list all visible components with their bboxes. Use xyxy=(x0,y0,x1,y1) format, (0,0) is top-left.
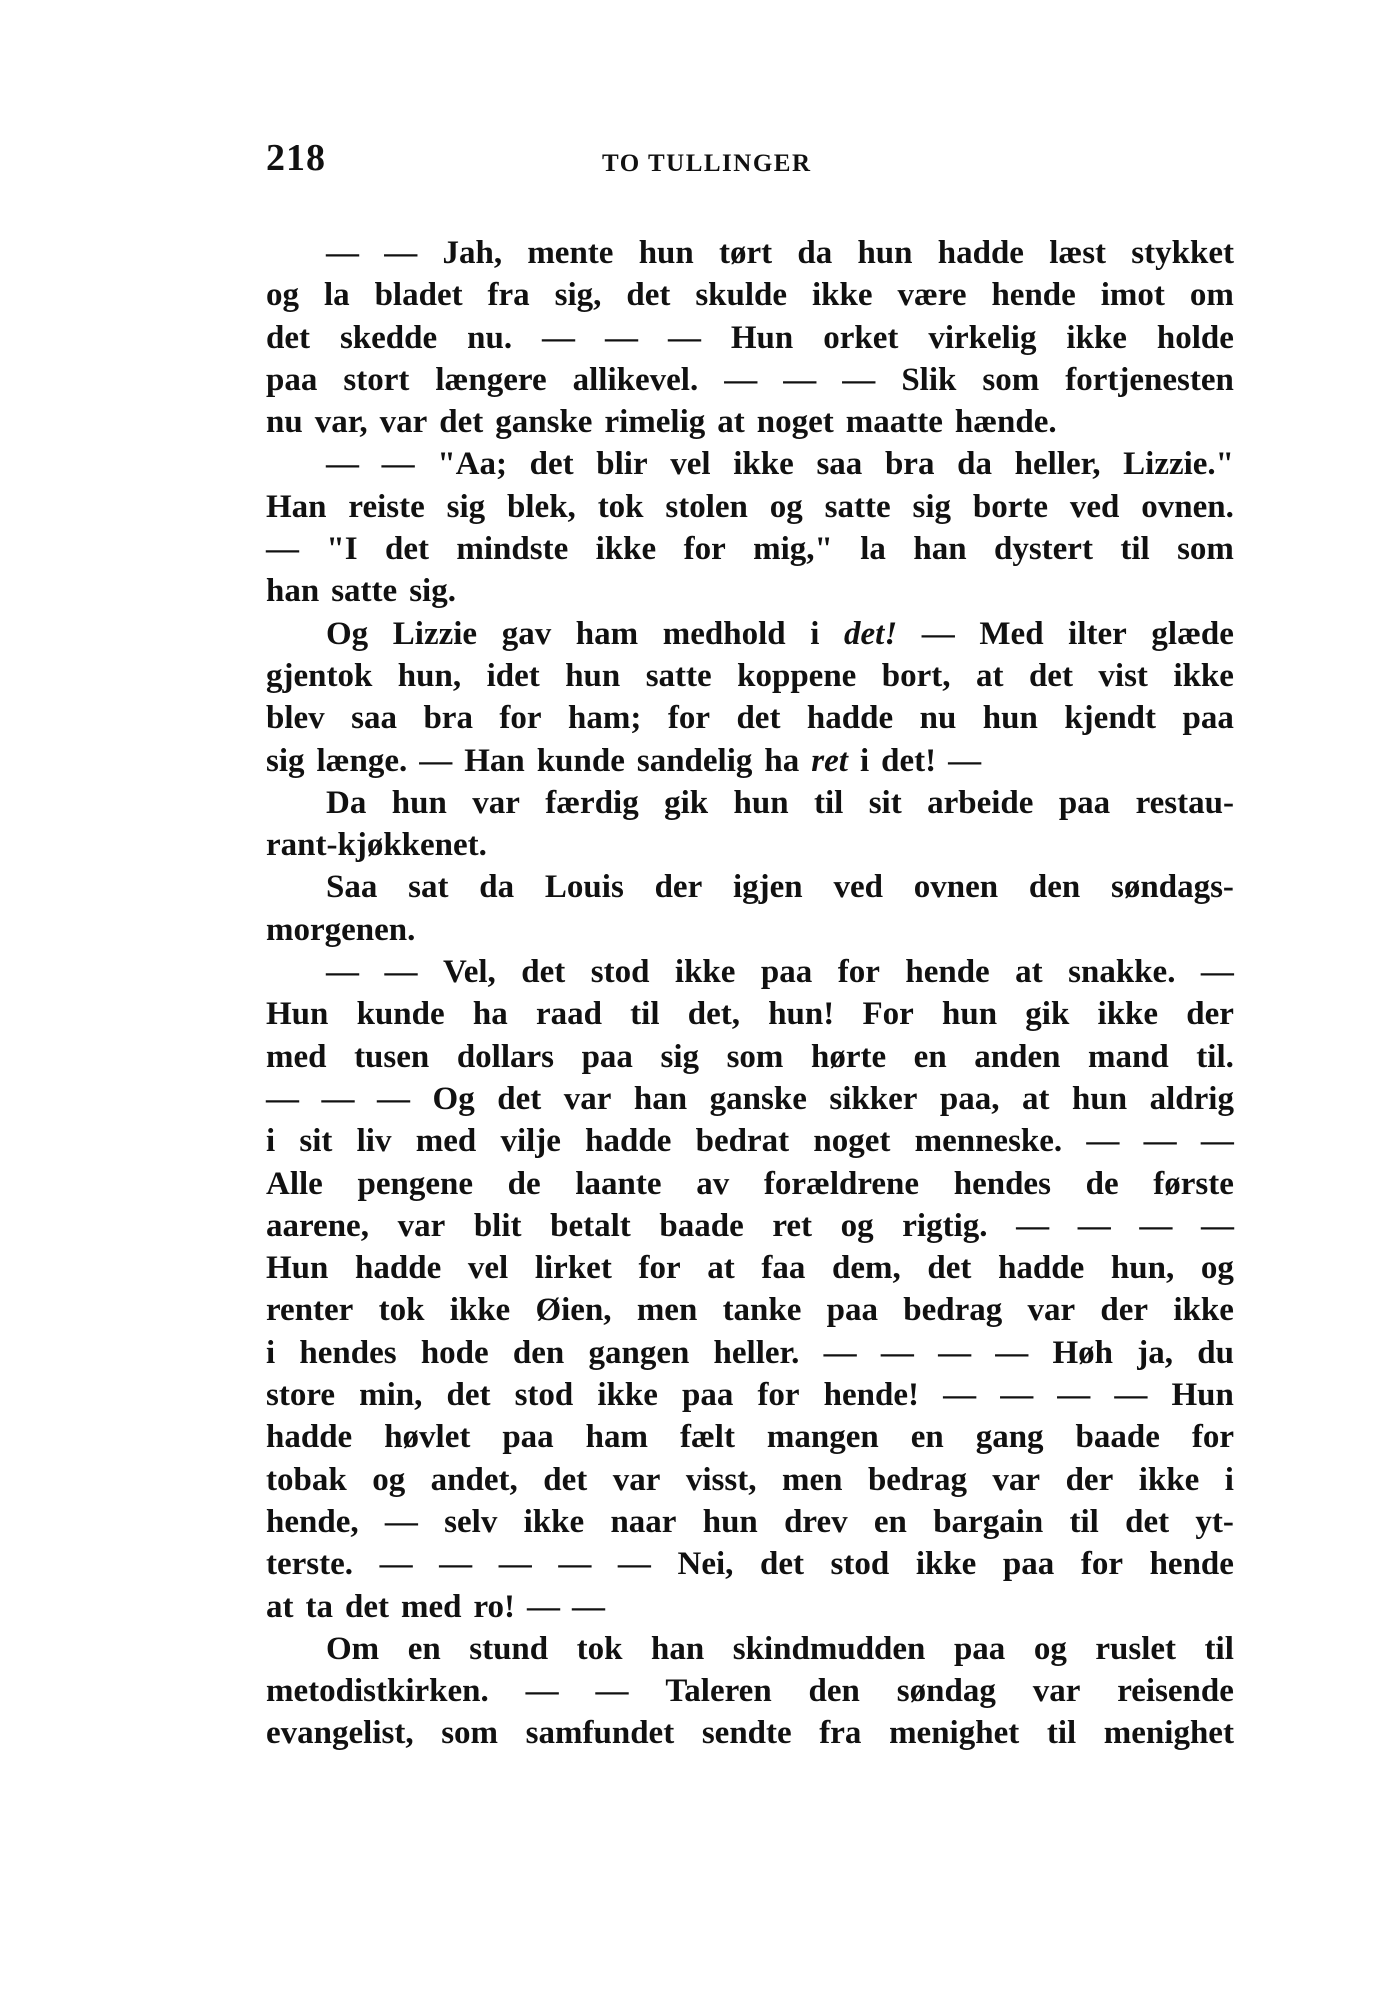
text-line: — — Vel, det stod ikke paa for hende at snakke. — xyxy=(326,954,1234,991)
text-line: sig længe. — Han kunde sandelig ha ret i det! — xyxy=(266,742,982,779)
text-line: aarene, var blit betalt baade ret og rigtig. — — — — xyxy=(266,1207,1234,1244)
text-line: Hun kunde ha raad til det, hun! For hun gik ikke der xyxy=(266,996,1234,1033)
text-line: han satte sig. xyxy=(266,573,456,610)
text-line: renter tok ikke Øien, men tanke paa bedrag var der ikke xyxy=(266,1292,1234,1329)
text-line: og la bladet fra sig, det skulde ikke være hende imot om xyxy=(266,277,1234,314)
text-line: i sit liv med vilje hadde bedrat noget menneske. — — — xyxy=(266,1123,1234,1160)
text-line: hadde høvlet paa ham fælt mangen en gang baade for xyxy=(266,1419,1234,1456)
text-line: hende, — selv ikke naar hun drev en bargain til det yt- xyxy=(266,1503,1234,1540)
text-line: Om en stund tok han skindmudden paa og ruslet til xyxy=(326,1630,1234,1667)
text-line: Alle pengene de laante av forældrene hendes de første xyxy=(266,1165,1234,1202)
text-line: med tusen dollars paa sig som hørte en anden mand til. xyxy=(266,1038,1234,1075)
text-line: Han reiste sig blek, tok stolen og satte sig borte ved ovnen. xyxy=(266,488,1234,525)
text-line: nu var, var det ganske rimelig at noget maatte hænde. xyxy=(266,404,1057,441)
body-text xyxy=(266,232,1234,1755)
text-line: morgenen. xyxy=(266,911,416,948)
text-line: Saa sat da Louis der igjen ved ovnen den søndags- xyxy=(326,869,1234,906)
text-line: Da hun var færdig gik hun til sit arbeide paa restau- xyxy=(326,784,1234,821)
text-line: paa stort længere allikevel. — — — Slik som fortjenesten xyxy=(266,361,1234,398)
text-line: — — — Og det var han ganske sikker paa, at hun aldrig xyxy=(266,1080,1234,1117)
page-number: 218 xyxy=(266,137,326,179)
text-line: — — Jah, mente hun tørt da hun hadde læst stykket xyxy=(326,235,1234,271)
text-line: metodistkirken. — — Taleren den søndag var reisende xyxy=(266,1673,1234,1710)
text-line: store min, det stod ikke paa for hende! — — — — Hun xyxy=(266,1377,1234,1414)
text-line: det skedde nu. — — — Hun orket virkelig ikke holde xyxy=(266,319,1234,356)
text-line: Hun hadde vel lirket for at faa dem, det hadde hun, og xyxy=(266,1250,1234,1287)
text-line: — — "Aa; det blir vel ikke saa bra da heller, Lizzie." xyxy=(326,446,1234,483)
text-line: blev saa bra for ham; for det hadde nu hun kjendt paa xyxy=(266,700,1234,737)
text-line: gjentok hun, idet hun satte koppene bort, at det vist ikke xyxy=(266,657,1234,694)
text-line: at ta det med ro! — — xyxy=(266,1588,606,1625)
text-line: tobak og andet, det var visst, men bedrag var der ikke i xyxy=(266,1461,1234,1498)
text-line: Og Lizzie gav ham medhold i det! — Med ilter glæde xyxy=(326,615,1234,652)
text-line: evangelist, som samfundet sendte fra menighet til menighet xyxy=(266,1715,1234,1752)
text-line: rant-kjøkkenet. xyxy=(266,827,487,864)
text-line: — "I det mindste ikke for mig," la han dystert til som xyxy=(266,531,1234,568)
text-line: terste. — — — — — Nei, det stod ikke paa for hende xyxy=(266,1546,1234,1583)
text-line: i hendes hode den gangen heller. — — — — Høh ja, du xyxy=(266,1334,1234,1371)
page-header xyxy=(266,136,1234,196)
running-title: TO TULLINGER xyxy=(602,150,812,177)
